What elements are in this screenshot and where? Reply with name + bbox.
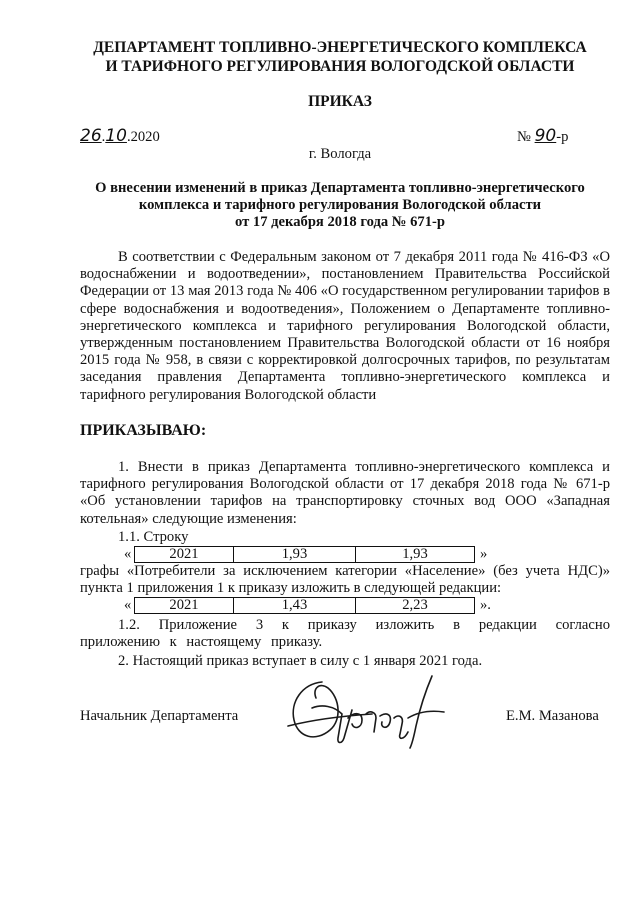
- city: г. Вологда: [308, 146, 372, 162]
- old-row-value2: 1,93: [356, 547, 475, 563]
- old-row-value1: 1,93: [234, 547, 356, 563]
- order-word: ПРИКАЗЫВАЮ:: [80, 422, 207, 439]
- preamble: В соответствии с Федеральным законом от 7 декабря 2011 года № 416-ФЗ «О водоснабжении и водоотведении», постановлением Правительства Российской Федерации от 13 мая 2013 года № 406 «О государственном регулировании тарифов в сфере водоснабжения и водоотведения», Положением о Департаменте топливно-энергетического комплекса и тарифного регулирования Вологодской области, утвержденным постановлением Правительства Вологодской области от 16 ноября 2015 года № 958, в связи с корректировкой долгосрочных тарифов, по результатам заседания правления Департамента топливно-энергетического комплекса и тарифного регулирования Вологодской области: [80, 249, 610, 403]
- item-1-2: 1.2. Приложение 3 к приказу изложить в редакции согласно приложению к настоящему приказу.: [80, 617, 610, 651]
- mid-text-line1: графы «Потребители за исключением категории «Население» (без учета НДС)»: [80, 563, 610, 579]
- table-row: [135, 547, 475, 563]
- date-month: 10: [105, 126, 127, 146]
- item-2: 2. Настоящий приказ вступает в силу с 1 января 2021 года.: [118, 653, 483, 669]
- mid-text-line2: пункта 1 приложения 1 к приказу изложить в следующей редакции:: [80, 580, 502, 596]
- title-line1: О внесении изменений в приказ Департамента топливно-энергетического: [95, 180, 585, 196]
- department-name-line1: ДЕПАРТАМЕНТ ТОПЛИВНО-ЭНЕРГЕТИЧЕСКОГО КОМПЛЕКСА: [93, 39, 587, 56]
- doc-type: ПРИКАЗ: [308, 93, 372, 110]
- new-row-value2: 2,23: [356, 598, 475, 614]
- number-suffix: -р: [556, 129, 569, 145]
- new-row-table: [134, 597, 475, 614]
- number-prefix: №: [517, 129, 531, 145]
- quote-open-new: «: [124, 597, 132, 613]
- number-value: 90: [534, 126, 557, 146]
- old-row-year: 2021: [135, 547, 234, 563]
- date-day: 26: [80, 126, 102, 146]
- order-date: 26.10.2020: [80, 126, 160, 146]
- table-row: [135, 598, 475, 614]
- new-row-year: 2021: [135, 598, 234, 614]
- quote-close-new: ».: [480, 597, 491, 613]
- item-1: 1. Внести в приказ Департамента топливно-энергетического комплекса и тарифного регулирования Вологодской области от 17 декабря 2018 года № 671-р «Об установлении тарифов на транспортировку сточных вод ООО «Западная котельная» следующие изменения:: [80, 459, 610, 527]
- department-name-line2: И ТАРИФНОГО РЕГУЛИРОВАНИЯ ВОЛОГОДСКОЙ ОБЛАСТИ: [105, 58, 575, 75]
- title-line3: от 17 декабря 2018 года № 671-р: [235, 214, 445, 230]
- quote-open-old: «: [124, 546, 132, 562]
- handwritten-signature: [282, 668, 462, 752]
- item-1-1-label: 1.1. Строку: [118, 529, 189, 545]
- old-row-table: [134, 546, 475, 563]
- title-line2: комплекса и тарифного регулирования Вологодской области: [138, 197, 542, 213]
- signer-position: Начальник Департамента: [80, 708, 239, 724]
- date-year: .2020: [126, 129, 160, 145]
- signer-name: Е.М. Мазанова: [506, 708, 599, 724]
- new-row-value1: 1,43: [234, 598, 356, 614]
- order-number: [517, 128, 568, 146]
- quote-close-old: »: [480, 546, 488, 562]
